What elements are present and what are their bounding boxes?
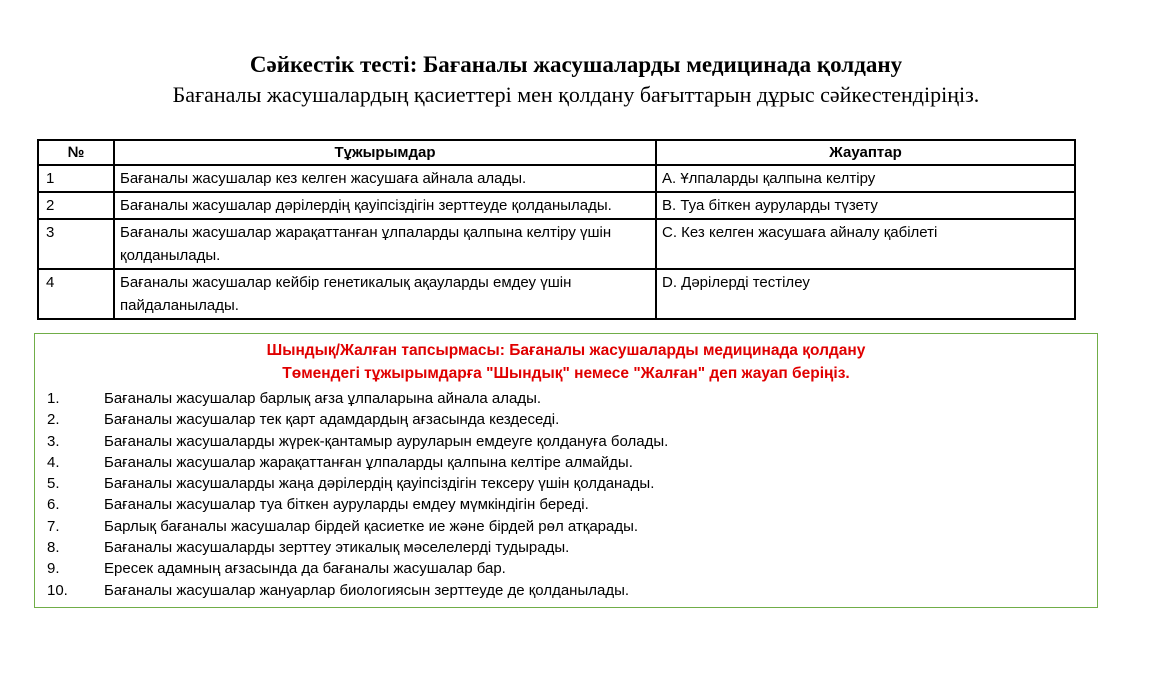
answer-cell: C. Кез келген жасушаға айналу қабілеті — [656, 219, 1075, 269]
item-text: Бағаналы жасушалар жануарлар биологиясын зерттеуде де қолданылады. — [104, 581, 630, 599]
table-row — [38, 269, 1075, 319]
item-number: 4. — [47, 453, 60, 471]
table-row — [38, 165, 1075, 192]
item-text: Бағаналы жасушалар тек қарт адамдардың ағзасында кездеседі. — [104, 411, 560, 429]
list-item — [35, 516, 1097, 537]
list-item — [35, 409, 1097, 430]
tf-statement-list — [35, 388, 1097, 601]
answer-cell: A. Ұлпаларды қалпына келтіру — [656, 165, 1075, 192]
item-number: 2. — [47, 411, 60, 429]
item-text: Бағаналы жасушалар барлық ағза ұлпаларына айнала алады. — [104, 390, 542, 407]
list-item — [35, 473, 1097, 494]
item-text: Бағаналы жасушалар жарақаттанған ұлпаларды қалпына келтіре алмайды. — [104, 453, 633, 471]
list-item — [35, 494, 1097, 515]
answer-cell: D. Дәрілерді тестілеу — [656, 269, 1075, 319]
item-number: 10. — [47, 581, 68, 599]
row-number: 3 — [38, 219, 114, 269]
row-number: 4 — [38, 269, 114, 319]
row-number: 1 — [38, 165, 114, 192]
item-number: 3. — [47, 432, 60, 450]
table-row — [38, 192, 1075, 219]
list-item — [35, 558, 1097, 579]
item-number: 6. — [47, 496, 60, 514]
item-text: Бағаналы жасушалар туа біткен ауруларды емдеу мүмкіндігін береді. — [104, 496, 589, 514]
answer-cell: B. Туа біткен ауруларды түзету — [656, 192, 1075, 219]
item-number: 8. — [47, 539, 60, 557]
item-text: Бағаналы жасушаларды зерттеу этикалық мәселелерді тудырады. — [104, 539, 570, 557]
statement-cell: Бағаналы жасушалар кез келген жасушаға айнала алады. — [114, 165, 656, 192]
statement-cell: Бағаналы жасушалар жарақаттанған ұлпаларды қалпына келтіру үшін қолданылады. — [114, 219, 656, 269]
item-number: 5. — [47, 475, 60, 493]
list-item — [35, 431, 1097, 452]
item-number: 1. — [47, 390, 60, 407]
item-text: Барлық бағаналы жасушалар бірдей қасиетке ие және бірдей рөл атқарады. — [104, 517, 639, 535]
true-false-box — [34, 333, 1098, 608]
list-item — [35, 452, 1097, 473]
table-row — [38, 219, 1075, 269]
item-text: Бағаналы жасушаларды жүрек-қантамыр ауруларын емдеуге қолдануға болады. — [104, 432, 669, 450]
matching-table — [37, 139, 1076, 320]
row-number: 2 — [38, 192, 114, 219]
page-subtitle: Бағаналы жасушалардың қасиеттері мен қолдану бағыттарын дұрыс сәйкестендіріңіз. — [172, 82, 980, 107]
item-text: Бағаналы жасушаларды жаңа дәрілердің қауіпсіздігін тексеру үшін қолданады. — [104, 475, 655, 493]
page-title: Сәйкестік тесті: Бағаналы жасушаларды медицинада қолдану — [249, 52, 903, 77]
tf-heading-line2: Төмендегі тұжырымдарға "Шындық" немесе "Жалған" деп жауап беріңіз. — [282, 365, 850, 382]
item-text: Ересек адамның ағзасында да бағаналы жасушалар бар. — [104, 560, 506, 578]
table-header-row — [38, 140, 1075, 165]
item-number: 7. — [47, 517, 60, 535]
list-item — [35, 580, 1097, 601]
statement-cell: Бағаналы жасушалар дәрілердің қауіпсіздігін зерттеуде қолданылады. — [114, 192, 656, 219]
item-number: 9. — [47, 560, 60, 578]
column-header-answers: Жауаптар — [656, 140, 1075, 165]
tf-heading-line1: Шындық/Жалған тапсырмасы: Бағаналы жасушаларды медицинада қолдану — [266, 342, 866, 359]
list-item — [35, 537, 1097, 558]
column-header-statements: Тұжырымдар — [114, 140, 656, 165]
column-header-number: № — [38, 140, 114, 165]
statement-cell: Бағаналы жасушалар кейбір генетикалық ақауларды емдеу үшін пайдаланылады. — [114, 269, 656, 319]
list-item — [35, 388, 1097, 409]
